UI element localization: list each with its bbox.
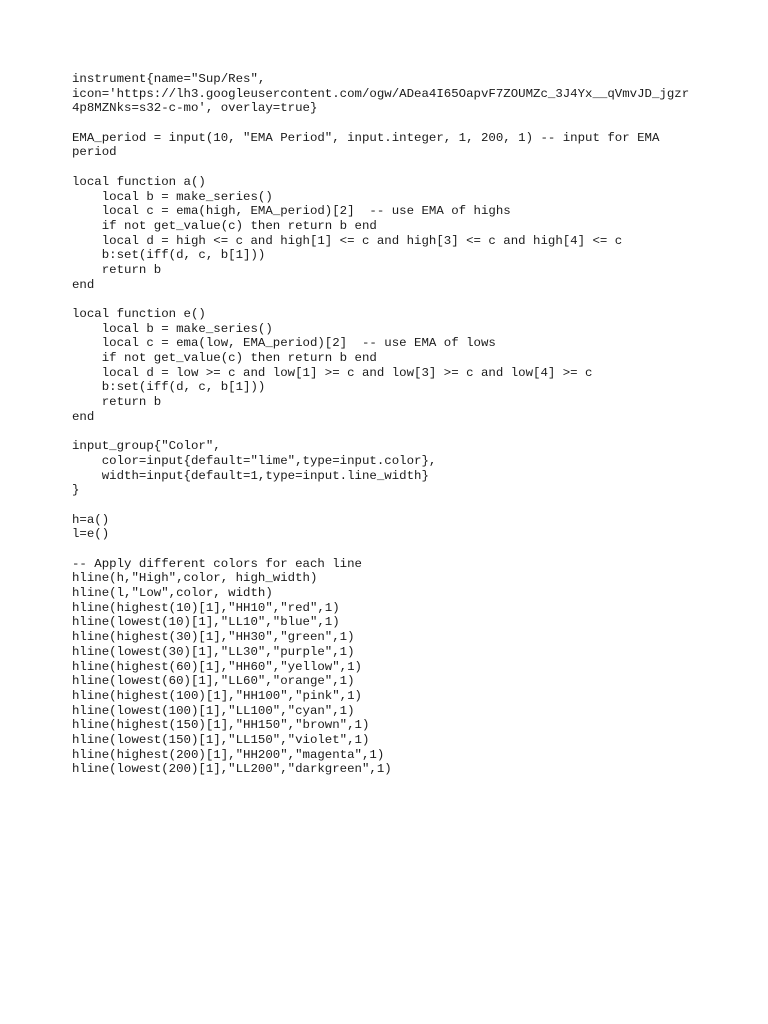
code-line: hline(lowest(10)[1],"LL10","blue",1) <box>72 615 340 630</box>
code-line: color=input{default="lime",type=input.color}, <box>72 453 437 468</box>
code-line: } <box>72 483 80 498</box>
code-line: instrument{name="Sup/Res", <box>72 72 266 86</box>
blank-line <box>72 542 712 557</box>
blank-line <box>72 498 712 513</box>
blank-line <box>72 116 712 131</box>
code-line: hline(lowest(30)[1],"LL30","purple",1) <box>72 644 355 659</box>
code-line: hline(h,"High",color, high_width) <box>72 571 318 586</box>
code-line: end <box>72 409 95 424</box>
code-line: input_group{"Color", <box>72 439 221 454</box>
blank-line <box>72 292 712 307</box>
code-line: hline(highest(30)[1],"HH30","green",1) <box>72 630 355 645</box>
code-line: hline(lowest(60)[1],"LL60","orange",1) <box>72 674 355 689</box>
code-line: b:set(iff(d, c, b[1])) <box>72 248 266 263</box>
code-line: b:set(iff(d, c, b[1])) <box>72 380 266 395</box>
code-line: return b <box>72 262 162 277</box>
code-line: hline(lowest(150)[1],"LL150","violet",1) <box>72 732 370 747</box>
code-line: width=input{default=1,type=input.line_width} <box>72 468 429 483</box>
code-line: local c = ema(high, EMA_period)[2] -- use EMA of highs <box>72 204 511 219</box>
code-line: h=a() <box>72 512 110 527</box>
code-line: -- Apply different colors for each line <box>72 556 362 571</box>
code-line: if not get_value(c) then return b end <box>72 351 377 366</box>
code-line: EMA_period = input(10, "EMA Period", input.integer, 1, 200, 1) -- input for EMA <box>72 130 660 145</box>
code-line: local b = make_series() <box>72 321 273 336</box>
blank-line <box>72 425 712 440</box>
code-line: hline(highest(150)[1],"HH150","brown",1) <box>72 718 370 733</box>
code-line: local b = make_series() <box>72 189 273 204</box>
code-line: hline(highest(10)[1],"HH10","red",1) <box>72 600 340 615</box>
code-line: local c = ema(low, EMA_period)[2] -- use EMA of lows <box>72 336 496 351</box>
code-line: hline(lowest(100)[1],"LL100","cyan",1) <box>72 703 355 718</box>
code-line: hline(highest(200)[1],"HH200","magenta",1) <box>72 747 385 762</box>
code-line: period <box>72 145 117 160</box>
blank-line <box>72 160 712 175</box>
code-line: local d = high <= c and high[1] <= c and high[3] <= c and high[4] <= c <box>72 233 623 248</box>
code-line: hline(lowest(200)[1],"LL200","darkgreen",1) <box>72 762 392 777</box>
code-line: local d = low >= c and low[1] >= c and low[3] >= c and low[4] >= c <box>72 365 593 380</box>
code-line: return b <box>72 395 162 410</box>
code-line: end <box>72 277 95 292</box>
code-line: hline(highest(100)[1],"HH100","pink",1) <box>72 688 362 703</box>
code-line: hline(l,"Low",color, width) <box>72 586 273 601</box>
code-line: icon='https://lh3.googleusercontent.com/ogw/ADea4I65OapvF7ZOUMZc_3J4Yx__qVmvJD_jgzr <box>72 86 690 101</box>
code-line: l=e() <box>72 527 110 542</box>
code-line: local function a() <box>72 174 206 189</box>
code-block <box>72 72 712 777</box>
code-line: local function e() <box>72 307 206 321</box>
code-line: if not get_value(c) then return b end <box>72 218 377 233</box>
code-line: hline(highest(60)[1],"HH60","yellow",1) <box>72 659 362 674</box>
code-line: 4p8MZNks=s32-c-mo', overlay=true} <box>72 101 318 116</box>
